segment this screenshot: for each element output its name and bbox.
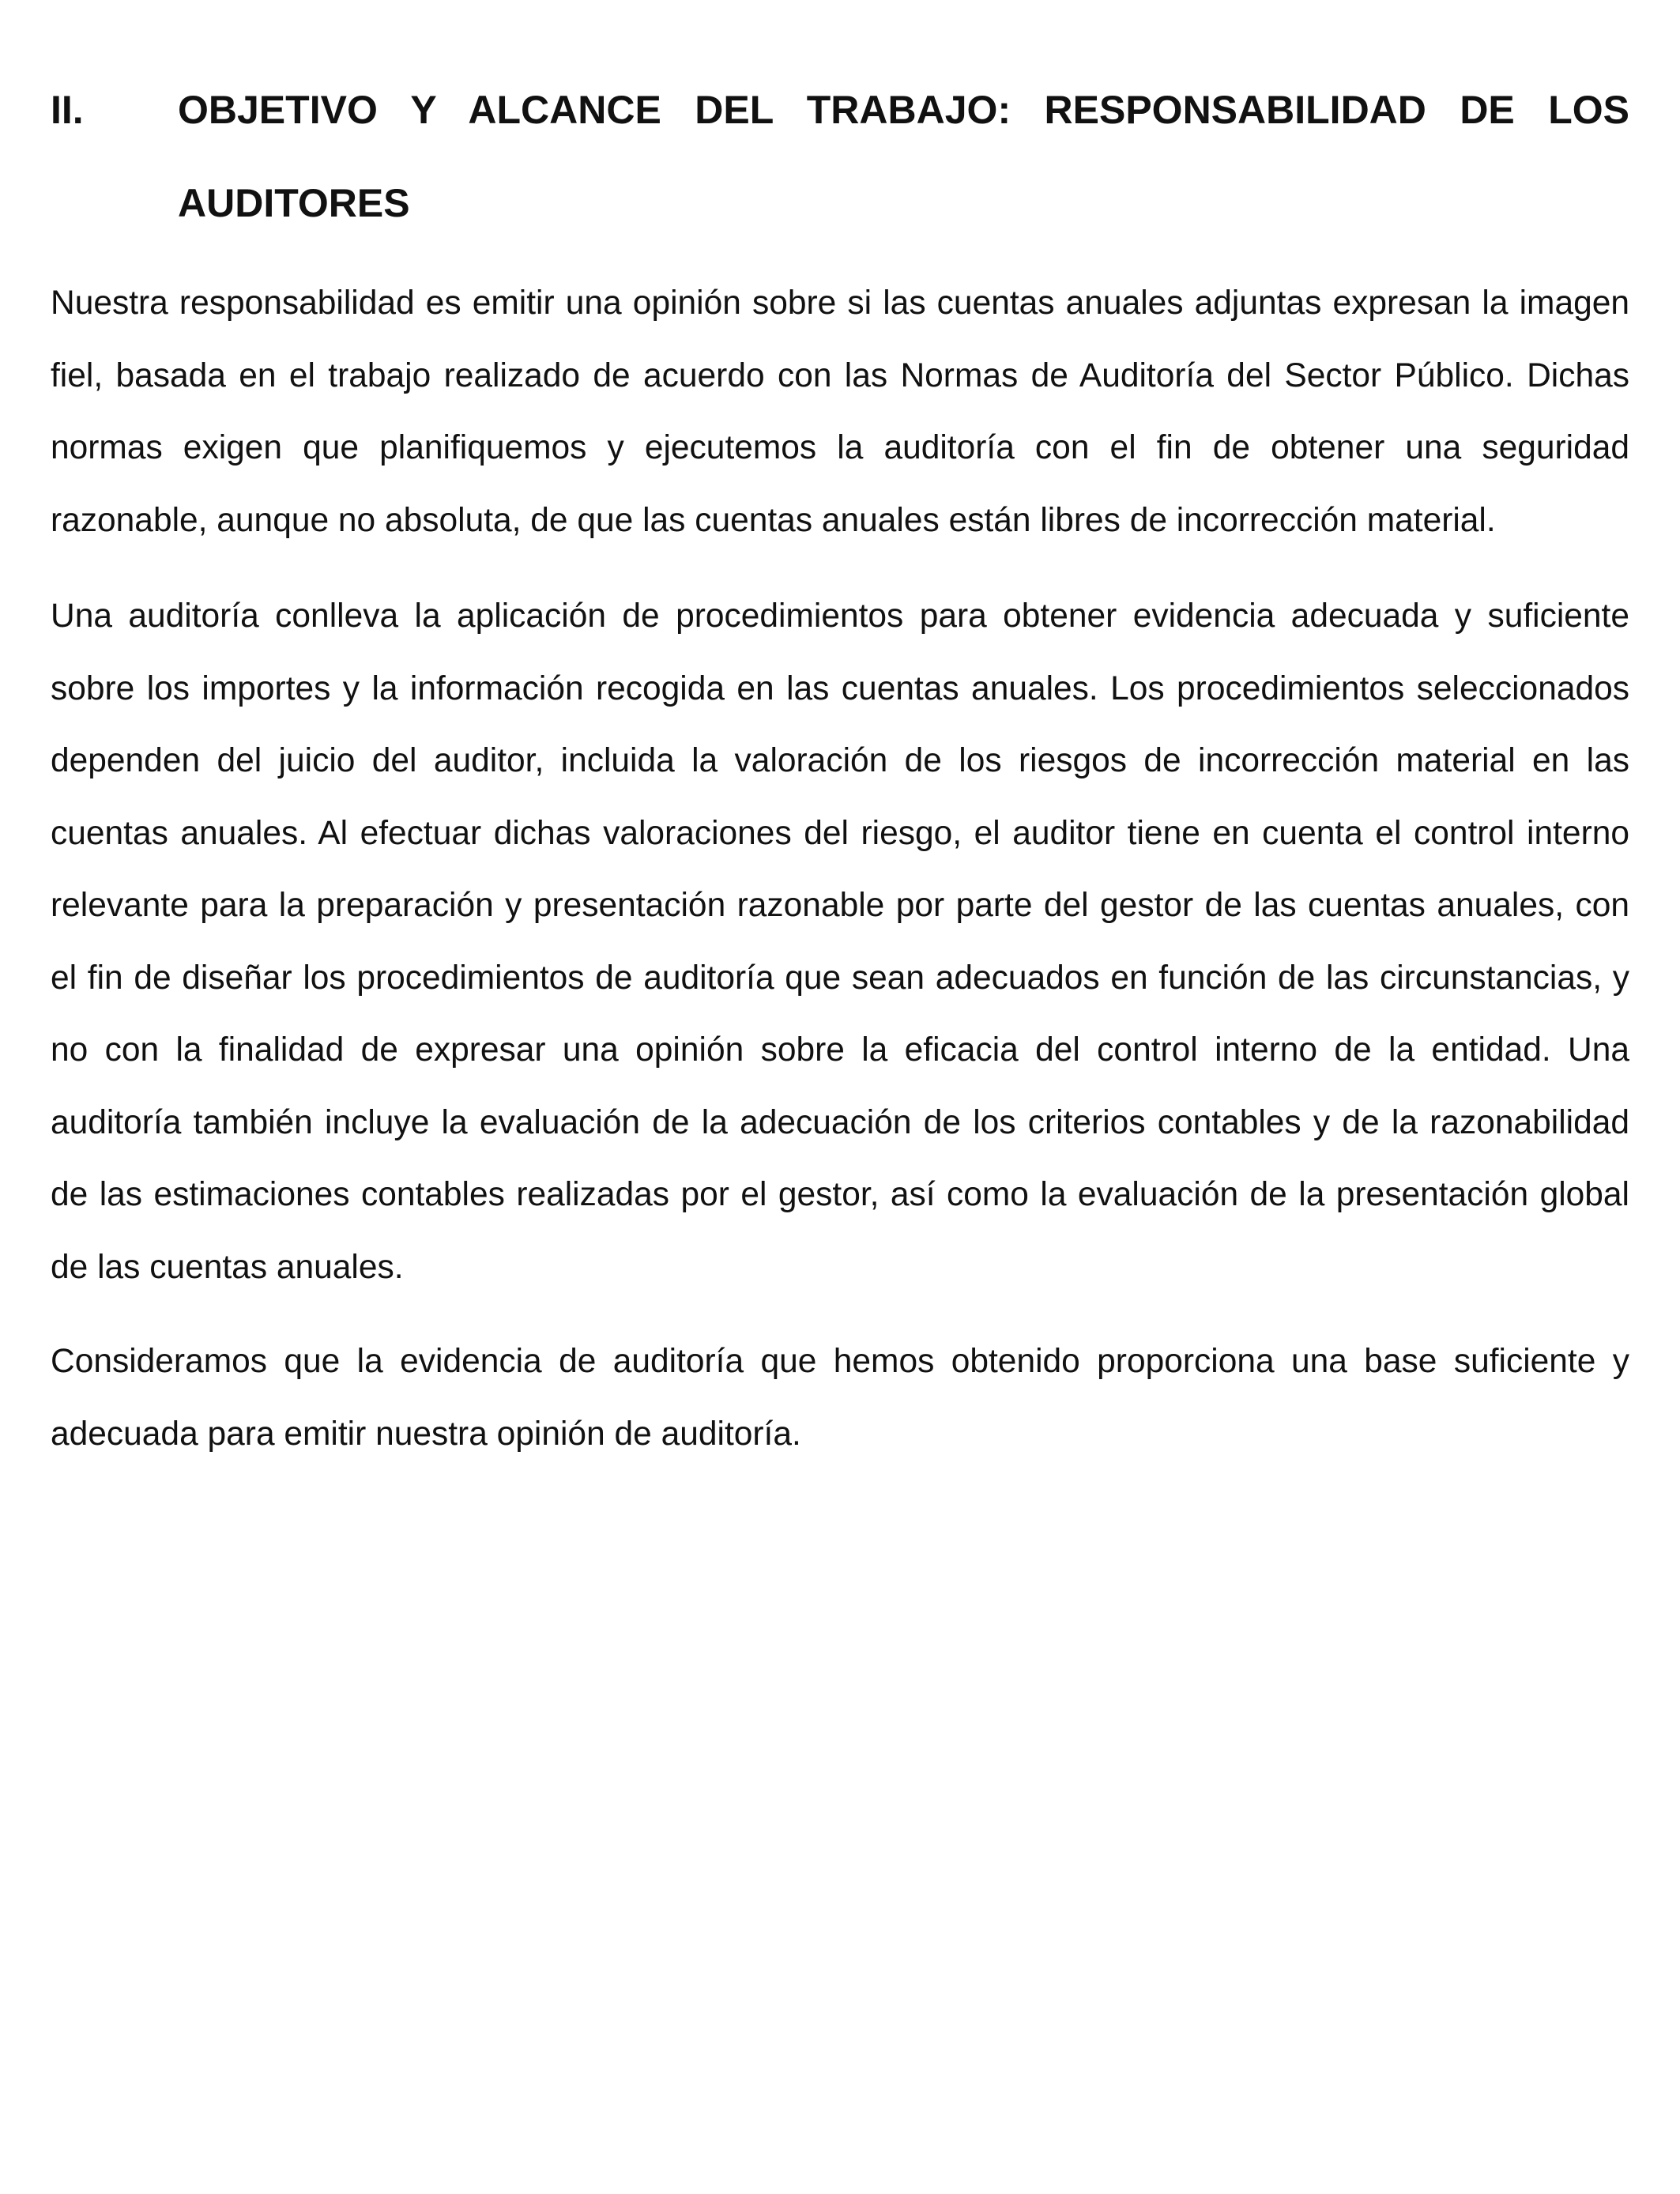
document-page — [51, 70, 1629, 1470]
section-number: II. — [51, 88, 84, 132]
paragraph-responsibility: Nuestra responsabilidad es emitir una opinión sobre si las cuentas anuales adjuntas expresan la imagen fiel, basada en el trabajo realizado de acuerdo con las Normas de Auditoría del Sector Público. Dichas normas exigen que planifiquemos y ejecutemos la auditoría con el fin de obtener una seguridad razonable, aunque no absoluta, de que las cuentas anuales están libres de incorrección material. — [51, 285, 1629, 539]
section-title: OBJETIVO Y ALCANCE DEL TRABAJO: RESPONSABILIDAD DE LOS AUDITORES — [178, 88, 1629, 225]
paragraph-audit-procedures: Una auditoría conlleva la aplicación de procedimientos para obtener evidencia adecuada y suficiente sobre los importes y la información recogida en las cuentas anuales. Los procedimientos seleccionados dependen del juicio del auditor, incluida la valoración de los riesgos de incorrección material en las cuentas anuales. Al efectuar dichas valoraciones del riesgo, el auditor tiene en cuenta el control interno relevante para la preparación y presentación razonable por parte del gestor de las cuentas anuales, con el fin de diseñar los procedimientos de auditoría que sean adecuados en función de las circunstancias, y no con la finalidad de expresar una opinión sobre la eficacia del control interno de la entidad. Una auditoría también incluye la evaluación de la adecuación de los criterios contables y de la razonabilidad de las estimaciones contables realizadas por el gestor, así como la evaluación de la presentación global de las cuentas anuales. — [51, 598, 1629, 1286]
paragraph-evidence-conclusion: Consideramos que la evidencia de auditoría que hemos obtenido proporciona una base suficiente y adecuada para emitir nuestra opinión de auditoría. — [51, 1343, 1629, 1453]
section-heading — [51, 63, 1629, 250]
